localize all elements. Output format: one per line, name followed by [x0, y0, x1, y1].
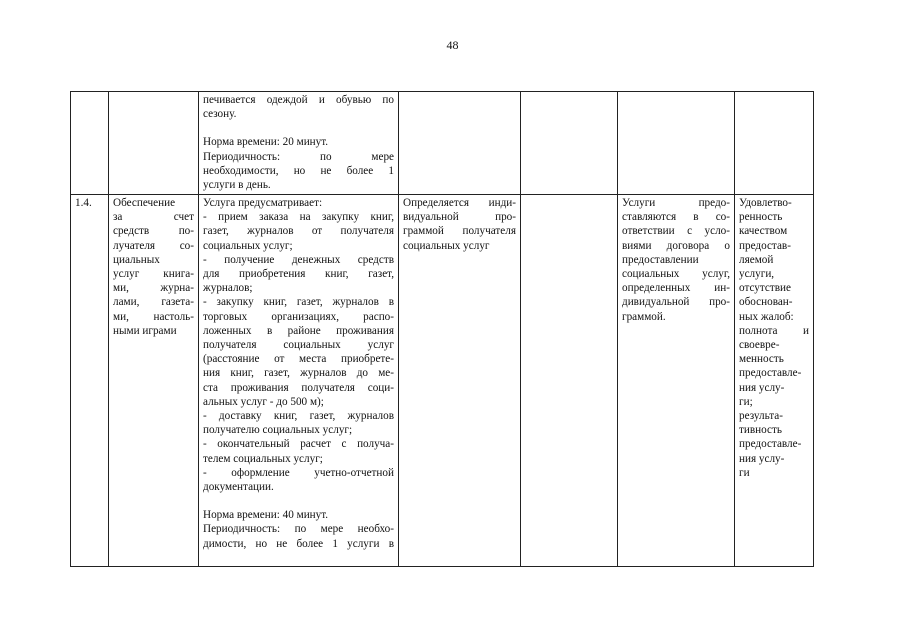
text-line: Обеспечение [113, 197, 176, 209]
cell-service-name [109, 92, 199, 195]
text-line: телем социальных услуг; [203, 452, 323, 465]
text-line: виями договора о [622, 239, 730, 252]
text-line: своевре- [739, 339, 780, 352]
text-line: обоснован- [739, 296, 793, 309]
table-row-continuation [71, 92, 814, 195]
text-line: услуги, [739, 268, 775, 281]
text-line: ния книг, газет, журналов до ме- [203, 367, 394, 380]
cell-number [71, 92, 109, 195]
text-line: документации. [203, 481, 274, 494]
text-line: Периодичность: по мере необхо- [203, 523, 394, 536]
text-line: Услуги предо- [622, 197, 730, 209]
text-line: Определяется инди- [403, 197, 516, 209]
text-line: предостав- [739, 239, 791, 252]
text-line: социальных услуг, [622, 268, 730, 281]
text-line: ми, журна- [113, 282, 194, 295]
page-number: 48 [446, 38, 459, 52]
text-line: услуги в день. [203, 179, 271, 192]
text-line: необходимости, но не более 1 [203, 164, 394, 177]
text-line: (расстояние от места приобрете- [203, 353, 394, 366]
text-line: - доставку книг, газет, журналов [203, 410, 394, 423]
text-line: - закупку книг, газет, журналов в [203, 296, 394, 309]
text-line: ста проживания получателя соци- [203, 381, 394, 394]
cell-empty [521, 195, 618, 567]
text-line: результа- [739, 410, 783, 423]
text-line: ния услу- [739, 381, 785, 394]
text-line: отсутствие [739, 282, 791, 295]
text-line: Услуга предусматривает: [203, 197, 323, 209]
text-line: граммой. [622, 310, 666, 323]
time-norm: Норма времени: 40 минут. [203, 509, 329, 522]
text-line: ляемой [739, 253, 774, 266]
text-line: циальных [113, 253, 160, 266]
text-line: - прием заказа на закупку книг, [203, 211, 394, 224]
cell-service-name [109, 195, 199, 567]
row-number: 1.4. [75, 197, 92, 209]
text-line: социальных услуг; [203, 239, 293, 252]
text-line: получателю социальных услуг; [203, 424, 353, 437]
cell-volume [399, 92, 521, 195]
text-line: Удовлетво- [739, 197, 792, 209]
text-line: услуг книга- [113, 268, 194, 281]
text-line: ренность [739, 211, 783, 224]
cell-quality [735, 92, 814, 195]
text-line: предоставле- [739, 438, 802, 451]
text-line: средств по- [113, 225, 194, 238]
text-line: ответствии с усло- [622, 225, 730, 238]
text-line: - окончательный расчет с получа- [203, 438, 394, 451]
text-line: ги; [739, 395, 753, 408]
text-line: ставляются в со- [622, 211, 730, 224]
text-line: - оформление учетно-отчетной [203, 466, 394, 479]
text-line: лами, газета- [113, 296, 194, 309]
text-line: за счет [113, 211, 194, 224]
cell-empty [521, 92, 618, 195]
time-norm: Норма времени: 20 минут. [203, 136, 329, 149]
text-line: получателя социальных услуг [203, 339, 394, 352]
text-line: для приобретения книг, газет, [203, 268, 394, 281]
cell-service-description [199, 92, 399, 195]
text-line: социальных услуг [403, 239, 490, 252]
text-line: альных услуг - до 500 м); [203, 395, 324, 408]
text-line: печивается одеждой и обувью по [203, 94, 394, 106]
text-line: газет, журналов от получателя [203, 225, 394, 238]
cell-conditions [618, 195, 735, 567]
text-line: ми, настоль- [113, 310, 194, 323]
table-row-1-4 [71, 195, 814, 567]
text-line: предоставле- [739, 367, 802, 380]
text-line: тивность [739, 424, 782, 437]
text-line: граммой получателя [403, 225, 516, 238]
text-line: журналов; [203, 282, 253, 295]
text-line: сезону. [203, 108, 237, 121]
cell-quality [735, 195, 814, 567]
text-line: ложенных в районе проживания [203, 324, 394, 337]
text-line: ния услу- [739, 452, 785, 465]
text-line: Периодичность: по мере [203, 150, 394, 163]
text-line: торговых организациях, распо- [203, 310, 394, 323]
text-line: предоставлении [622, 253, 699, 266]
services-table [70, 91, 814, 567]
cell-number [71, 195, 109, 567]
text-line: видуальной про- [403, 211, 516, 224]
text-line: дивидуальной про- [622, 296, 730, 309]
text-line: лучателя со- [113, 239, 194, 252]
cell-volume [399, 195, 521, 567]
text-line: полнота и [739, 324, 809, 337]
cell-conditions [618, 92, 735, 195]
text-line: ных жалоб: [739, 310, 794, 323]
text-line: качеством [739, 225, 788, 238]
text-line: менность [739, 353, 784, 366]
text-line: определенных ин- [622, 282, 730, 295]
text-line: ги [739, 466, 750, 479]
text-line: - получение денежных средств [203, 253, 394, 266]
cell-service-description [199, 195, 399, 567]
text-line: димости, но не более 1 услуги в [203, 537, 394, 550]
text-line: ными играми [113, 324, 177, 337]
